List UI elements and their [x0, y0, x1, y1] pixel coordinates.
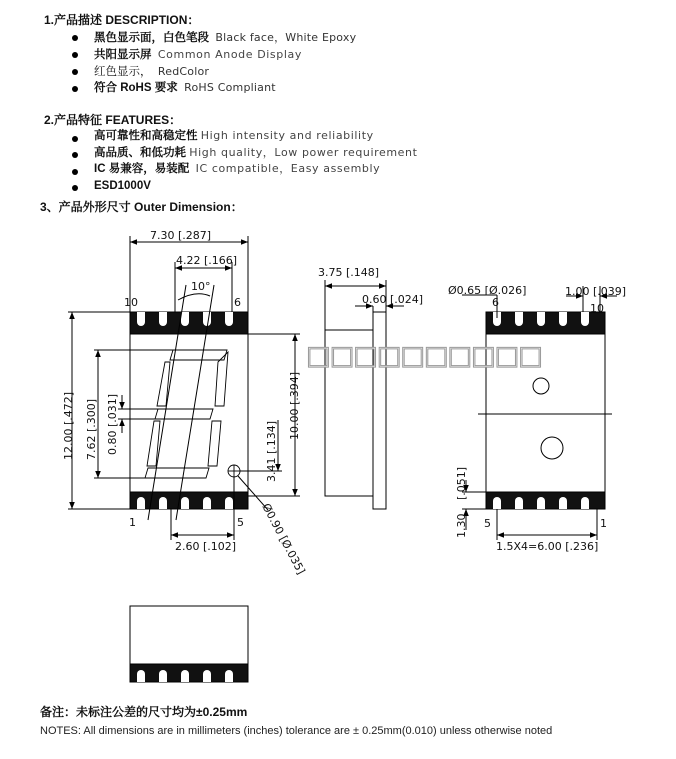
- dim-seg-width: 0.80 [.031]: [106, 393, 119, 455]
- dim-body-height: 10.00 [.394]: [288, 371, 301, 440]
- back-pin-label-6: 6: [492, 296, 499, 309]
- dim-height: 12.00 [.472]: [62, 391, 75, 460]
- dim-pin-pitch: 2.60 [.102]: [175, 540, 237, 553]
- pin-label-5: 5: [237, 516, 244, 529]
- feature-item: ESD1000V: [94, 180, 151, 192]
- section3-heading: 3、产品外形尺寸 Outer Dimension：: [40, 200, 243, 214]
- pin-label-1: 1: [129, 516, 136, 529]
- dim-pad-height-mm: 1.30: [455, 513, 468, 538]
- back-pin-label-10: 10: [590, 302, 604, 315]
- dim-dp-diameter: Ø0.90 [Ø.035]: [259, 501, 308, 577]
- dim-pad-width: 1.00 [.039]: [565, 285, 627, 298]
- description-item: 黑色显示面，白色笔段 Black face，White Epoxy: [94, 31, 357, 44]
- dim-digit-height: 7.62 [.300]: [85, 398, 98, 460]
- dim-depth: 3.75 [.148]: [318, 266, 380, 279]
- note-cn: 备注：未标注公差的尺寸均为±0.25mm: [40, 705, 248, 719]
- description-item: 符合 RoHS 要求 RoHS Compliant: [94, 81, 276, 94]
- note-en: NOTES: All dimensions are in millimeters (inches) tolerance are ± 0.25mm(0.010) unless otherwise noted: [40, 725, 553, 737]
- segment-outlines: [145, 350, 240, 478]
- dim-pad-height-inch: [.051]: [455, 466, 468, 500]
- pin-label-6: 6: [234, 296, 241, 309]
- back-pin-label-5: 5: [484, 517, 491, 530]
- feature-item: 高品质、和低功耗 High quality，Low power requirement: [94, 146, 418, 159]
- watermark: □□□□□□□□□□: [306, 341, 542, 371]
- front-view-body: [130, 312, 248, 509]
- pin-label-10: 10: [124, 296, 138, 309]
- back-pin-label-1: 1: [600, 517, 607, 530]
- dim-flange: 0.60 [.024]: [362, 293, 424, 306]
- feature-item: IC 易兼容，易装配 IC compatible，Easy assembly: [94, 162, 381, 175]
- dim-pad-pitch: 1.5X4=6.00 [.236]: [496, 540, 599, 553]
- dim-digit-width: 4.22 [.166]: [176, 254, 238, 267]
- section2-heading: 2.产品特征 FEATURES：: [44, 113, 182, 127]
- dim-dp-height: 3.41 [.134]: [265, 420, 278, 482]
- dim-hole: Ø0.65 [Ø.026]: [448, 284, 527, 297]
- dim-width: 7.30 [.287]: [150, 229, 212, 242]
- description-item: 共阳显示屏 Common Anode Display: [94, 48, 302, 61]
- section1-heading: 1.产品描述 DESCRIPTION：: [44, 13, 200, 27]
- feature-item: 高可靠性和高稳定性 High intensity and reliability: [94, 129, 374, 142]
- dim-slant: 10°: [191, 280, 211, 293]
- description-item: 红色显示， RedColor: [94, 65, 210, 78]
